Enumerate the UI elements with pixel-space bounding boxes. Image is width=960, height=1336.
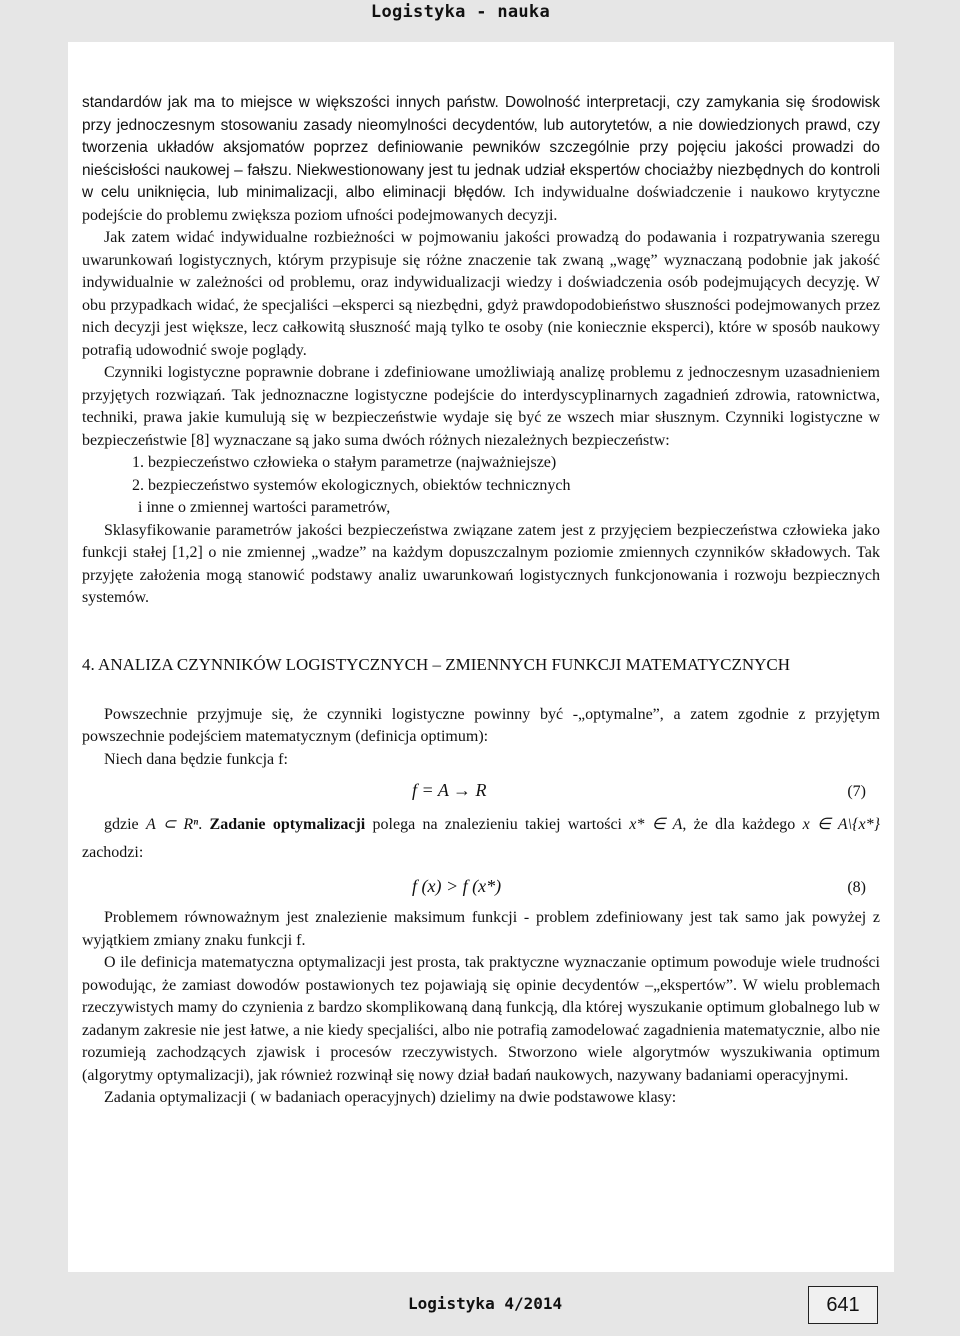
paragraph: O ile definicja matematyczna optymalizacji jest prosta, tak praktyczne wyznaczanie optimum powoduje wiele trudności powodując, że zamiast dowodów postawionych tez pojawiają się opinie decydentów –„ekspertów”. W wielu problemach rzeczywistych mamy do czynienia z bardzo skomplikowaną daną funkcją, dla której wyszukanie optimum globalnego lub w zadanym zakresie nie jest łatwe, a nie kiedy specjaliści, albo nie potrafią zamodelować zagadnienia matematycznie, albo nie rozumieją zachodzących zjawisk i procesów rzeczywistych. Stworzono wiele algorytmów wyszukiwania optimum (algorytmy optymalizacji), jak również rozwinął się nowy dział badań naukowych, nazywany badaniami operacyjnymi. <box>82 954 880 1084</box>
page-number-box: 641 <box>808 1286 878 1324</box>
equation-8 <box>82 867 880 907</box>
list-item: 2. bezpieczeństwo systemów ekologicznych, obiektów technicznych <box>132 476 571 494</box>
equation-expression: f = A → R <box>412 780 487 800</box>
paragraph: Zadania optymalizacji ( w badaniach operacyjnych) dzielimy na dwie podstawowe klasy: <box>104 1089 677 1106</box>
article-text <box>82 92 880 1110</box>
journal-footer: Logistyka 4/2014 <box>408 1294 563 1313</box>
paragraph: Czynniki logistyczne poprawnie dobrane i zdefiniowane umożliwiają analizę problemu z jednoczesnym uzasadnieniem przyjętych rozwiązań. Tak jednoznaczne logistyczne podejście do interdyscyplinarnych zagadnień zdrowia, ratownictwa, techniki, prawa jakie kumulują się w bezpieczeństwie wydaje się być ze wszech miar słusznym. Czynniki logistyczne w bezpieczeństwie [8] wyznaczane są jako suma dwóch różnych niezależnych bezpieczeństw: <box>82 364 880 449</box>
equation-expression: f (x) > f (x*) <box>412 876 502 896</box>
equation-number: (7) <box>847 783 866 800</box>
paragraph: Jak zatem widać indywidualne rozbieżności w pojmowaniu jakości prowadzą do podawania i rozpatrywania szeregu uwarunkowań logistycznych, którym przypisuje się różne znaczenie tak zwaną „wagę” wyznaczaną podobnie jak jakość indywidualnie w zależności od problemu, oraz indywidualizacji wiedzy i doświadczenia osób podejmujących decyzję. W obu przypadkach widać, że specjaliści –eksperci są niezbędni, gdyż prawdopodobieństwo słuszności podejmowanych przez nich decyzji jest większe, lecz całkowitą słuszność mają tylko te osoby (nie koniecznie eksperci), które w sposób naukowy potrafią udowodnić swoje poglądy. <box>82 229 880 359</box>
equation-7 <box>82 771 880 811</box>
paragraph: standardów jak ma to miejsce w większości innych państw. Dowolność interpretacji, czy zamykania się środowisk przy jednoczesnym stosowaniu zasady nieomylności decydentów, lub autorytetów, a nie dowiedzionych prawd, czy tworzenia układów aksjomatów poprzez definiowanie pewników szczególnie przy pojęciu jakości prowadzi do nieścisłości naukowej – fałszu. Niekwestionowany jest tu jednak udział ekspertów chociażby niezbędnych do kontroli w celu uniknięcia, lub minimalizacji, albo eliminacji błędów. Ich indywidualne doświadczenie i naukowo krytyczne podejście do problemu zwiększa poziom ufności podejmowanych decyzji. <box>82 94 880 224</box>
paragraph: gdzie A ⊂ Rⁿ. Zadanie optymalizacji polega na znalezieniu takiej wartości x* ∈ A, że dla każdego x ∈ A\{x*} zachodzi: <box>82 816 881 861</box>
paragraph: Powszechnie przyjmuje się, że czynniki logistyczne powinny być -„optymalne”, a zatem zgodnie z przyjętym powszechnie podejściem matematycznym (definicja optimum): <box>82 705 880 745</box>
equation-number: (8) <box>847 879 866 896</box>
bold-term: Zadanie optymalizacji <box>209 816 366 833</box>
running-header: Logistyka - nauka <box>370 2 550 22</box>
paragraph: Problemem równoważnym jest znalezienie maksimum funkcji - problem zdefiniowany jest tak samo jak powyżej z wyjątkiem zmiany znaku funkcji f. <box>82 909 880 949</box>
list-item-continuation: i inne o zmiennej wartości parametrów, <box>138 499 391 516</box>
list-item: 1. bezpieczeństwo człowieka o stałym parametrze (najważniejsze) <box>132 454 557 471</box>
section-heading: 4. ANALIZA CZYNNIKÓW LOGISTYCZNYCH – ZMIENNYCH FUNKCJI MATEMATYCZNYCH <box>82 654 791 674</box>
paragraph: Niech dana będzie funkcja f: <box>104 750 288 768</box>
paragraph: Sklasyfikowanie parametrów jakości bezpieczeństwa związane zatem jest z przyjęciem bezpieczeństwa człowieka jako funkcji stałej [1,2] o nie zmiennej „wadze” na każdym dopuszczalnym poziomie zmiennych czynników składowych. Tak przyjęte założenia mogą stanowić podstawy analiz uwarunkowań logistycznych funkcjonowania i rozwoju bezpiecznych systemów. <box>82 521 880 606</box>
page-body <box>68 42 894 1272</box>
